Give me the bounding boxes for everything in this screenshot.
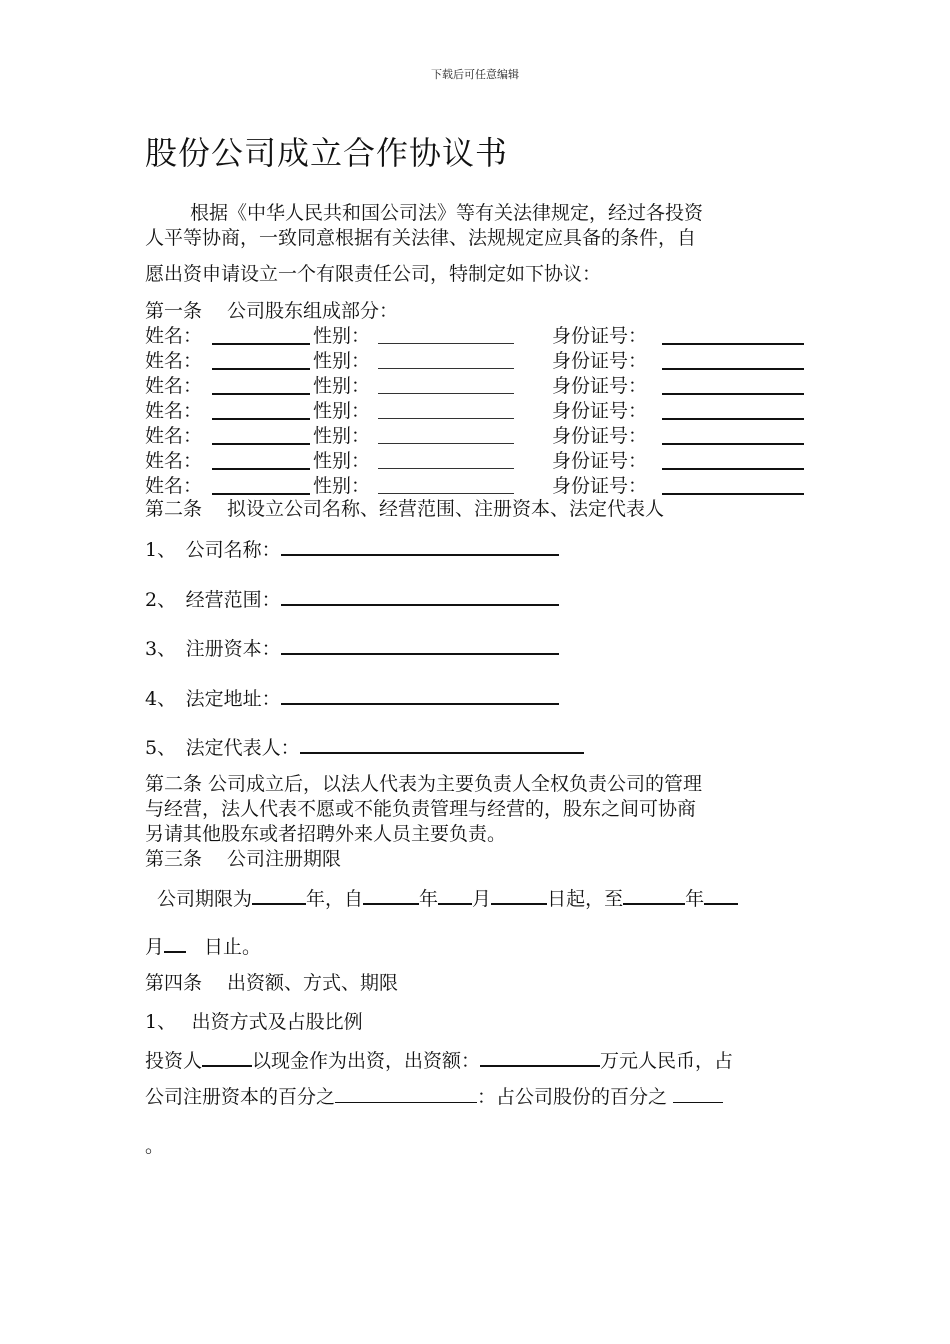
invest-text: 投资人 (145, 1050, 203, 1072)
term-sentence (157, 885, 738, 911)
id-number-field[interactable] (662, 343, 804, 345)
intro-line-3: 愿出资申请设立一个有限责任公司，特制定如下协议： (145, 263, 602, 285)
article2-heading: 第二条 拟设立公司名称、经营范围、注册资本、法定代表人 (145, 498, 665, 520)
term-text: 月 (145, 936, 165, 958)
gender-label: 性别： (313, 475, 371, 497)
term-text: 年，自 (306, 888, 364, 910)
item-label: 法定代表人： (185, 737, 300, 759)
id-number-field[interactable] (662, 368, 804, 370)
name-field[interactable] (212, 393, 310, 395)
id-number-label: 身份证号： (552, 475, 648, 497)
gender-label: 性别： (313, 325, 371, 347)
item-number: 3、 (145, 638, 167, 660)
name-field[interactable] (212, 443, 310, 445)
item-registered-capital (145, 635, 559, 661)
invest-text: 以现金作为出资，出资额： (252, 1050, 481, 1072)
id-number-label: 身份证号： (552, 400, 648, 422)
id-number-field[interactable] (662, 468, 804, 470)
gender-label: 性别： (313, 425, 371, 447)
item-label: 经营范围： (185, 589, 281, 611)
business-scope-field[interactable] (281, 586, 559, 606)
term-text: 年 (419, 888, 439, 910)
investment-sentence-2 (145, 1084, 723, 1109)
name-label: 姓名： (145, 475, 203, 497)
id-number-field[interactable] (662, 393, 804, 395)
id-number-label: 身份证号： (552, 450, 648, 472)
gender-field[interactable] (378, 393, 514, 394)
term-sentence-end (145, 933, 261, 959)
name-label: 姓名： (145, 375, 203, 397)
item-legal-representative (145, 734, 584, 760)
amount-field[interactable] (480, 1047, 600, 1067)
investor-field[interactable] (202, 1047, 252, 1067)
item-business-scope (145, 586, 559, 612)
gender-field[interactable] (378, 343, 514, 344)
name-field[interactable] (212, 468, 310, 470)
name-field[interactable] (212, 493, 310, 495)
investment-sentence (145, 1047, 733, 1073)
end-month-field[interactable] (704, 885, 738, 905)
gender-label: 性别： (313, 450, 371, 472)
document-title: 股份公司成立合作协议书 (145, 134, 509, 172)
term-text: 年 (685, 888, 705, 910)
article4-sub-heading: 1、 出资方式及占股比例 (145, 1011, 363, 1033)
item-number: 1、 (145, 539, 167, 561)
name-label: 姓名： (145, 450, 203, 472)
capital-percent-field[interactable] (335, 1084, 477, 1103)
end-day-field[interactable] (164, 933, 186, 953)
legal-address-field[interactable] (281, 685, 559, 705)
article1-heading: 第一条 公司股东组成部分： (145, 300, 399, 322)
investment-sentence-end: 。 (145, 1135, 165, 1157)
name-label: 姓名： (145, 425, 203, 447)
term-years-field[interactable] (252, 885, 306, 905)
gender-field[interactable] (378, 418, 514, 419)
end-year-field[interactable] (623, 885, 685, 905)
invest-text: 公司注册资本的百分之 (145, 1086, 336, 1108)
gender-field[interactable] (378, 493, 514, 494)
id-number-label: 身份证号： (552, 425, 648, 447)
item-number: 4、 (145, 688, 167, 710)
article2b-line-1: 第二条 公司成立后，以法人代表为主要负责人全权负责公司的管理 (145, 773, 703, 795)
term-text: 日止。 (204, 936, 262, 958)
name-field[interactable] (212, 418, 310, 420)
item-number: 2、 (145, 589, 167, 611)
invest-text: 万元人民币，占 (600, 1050, 734, 1072)
gender-label: 性别： (313, 350, 371, 372)
item-label: 注册资本： (185, 638, 281, 660)
id-number-label: 身份证号： (552, 350, 648, 372)
article4-heading: 第四条 出资额、方式、期限 (145, 972, 399, 994)
item-company-name (145, 536, 559, 562)
item-label: 公司名称： (185, 539, 281, 561)
id-number-label: 身份证号： (552, 375, 648, 397)
start-month-field[interactable] (438, 885, 472, 905)
name-label: 姓名： (145, 400, 203, 422)
name-field[interactable] (212, 368, 310, 370)
article3-heading: 第三条 公司注册期限 (145, 848, 342, 870)
id-number-field[interactable] (662, 443, 804, 445)
item-label: 法定地址： (185, 688, 281, 710)
term-text: 公司期限为 (157, 888, 253, 910)
gender-field[interactable] (378, 368, 514, 369)
item-legal-address (145, 685, 559, 711)
item-number: 5、 (145, 737, 167, 759)
id-number-field[interactable] (662, 493, 804, 495)
intro-line-1: 根据《中华人民共和国公司法》等有关法律规定，经过各投资 (190, 202, 704, 224)
article2b-line-3: 另请其他股东或者招聘外来人员主要负责。 (145, 823, 507, 845)
term-text: 月 (472, 888, 492, 910)
start-year-field[interactable] (363, 885, 419, 905)
article2b-line-2: 与经营，法人代表不愿或不能负责管理与经营的，股东之间可协商 (145, 798, 697, 820)
intro-line-2: 人平等协商，一致同意根据有关法律、法规规定应具备的条件，自 (145, 227, 697, 249)
company-name-field[interactable] (281, 536, 559, 556)
start-day-field[interactable] (491, 885, 547, 905)
invest-text: ：占公司股份的百分之 (477, 1086, 668, 1108)
header-note: 下载后可任意编辑 (431, 68, 519, 81)
legal-representative-field[interactable] (300, 734, 584, 754)
share-percent-field[interactable] (673, 1084, 723, 1103)
name-label: 姓名： (145, 350, 203, 372)
gender-field[interactable] (378, 468, 514, 469)
id-number-field[interactable] (662, 418, 804, 420)
registered-capital-field[interactable] (281, 635, 559, 655)
term-text: 日起，至 (547, 888, 624, 910)
gender-label: 性别： (313, 375, 371, 397)
id-number-label: 身份证号： (552, 325, 648, 347)
name-field[interactable] (212, 343, 310, 345)
gender-field[interactable] (378, 443, 514, 444)
gender-label: 性别： (313, 400, 371, 422)
name-label: 姓名： (145, 325, 203, 347)
